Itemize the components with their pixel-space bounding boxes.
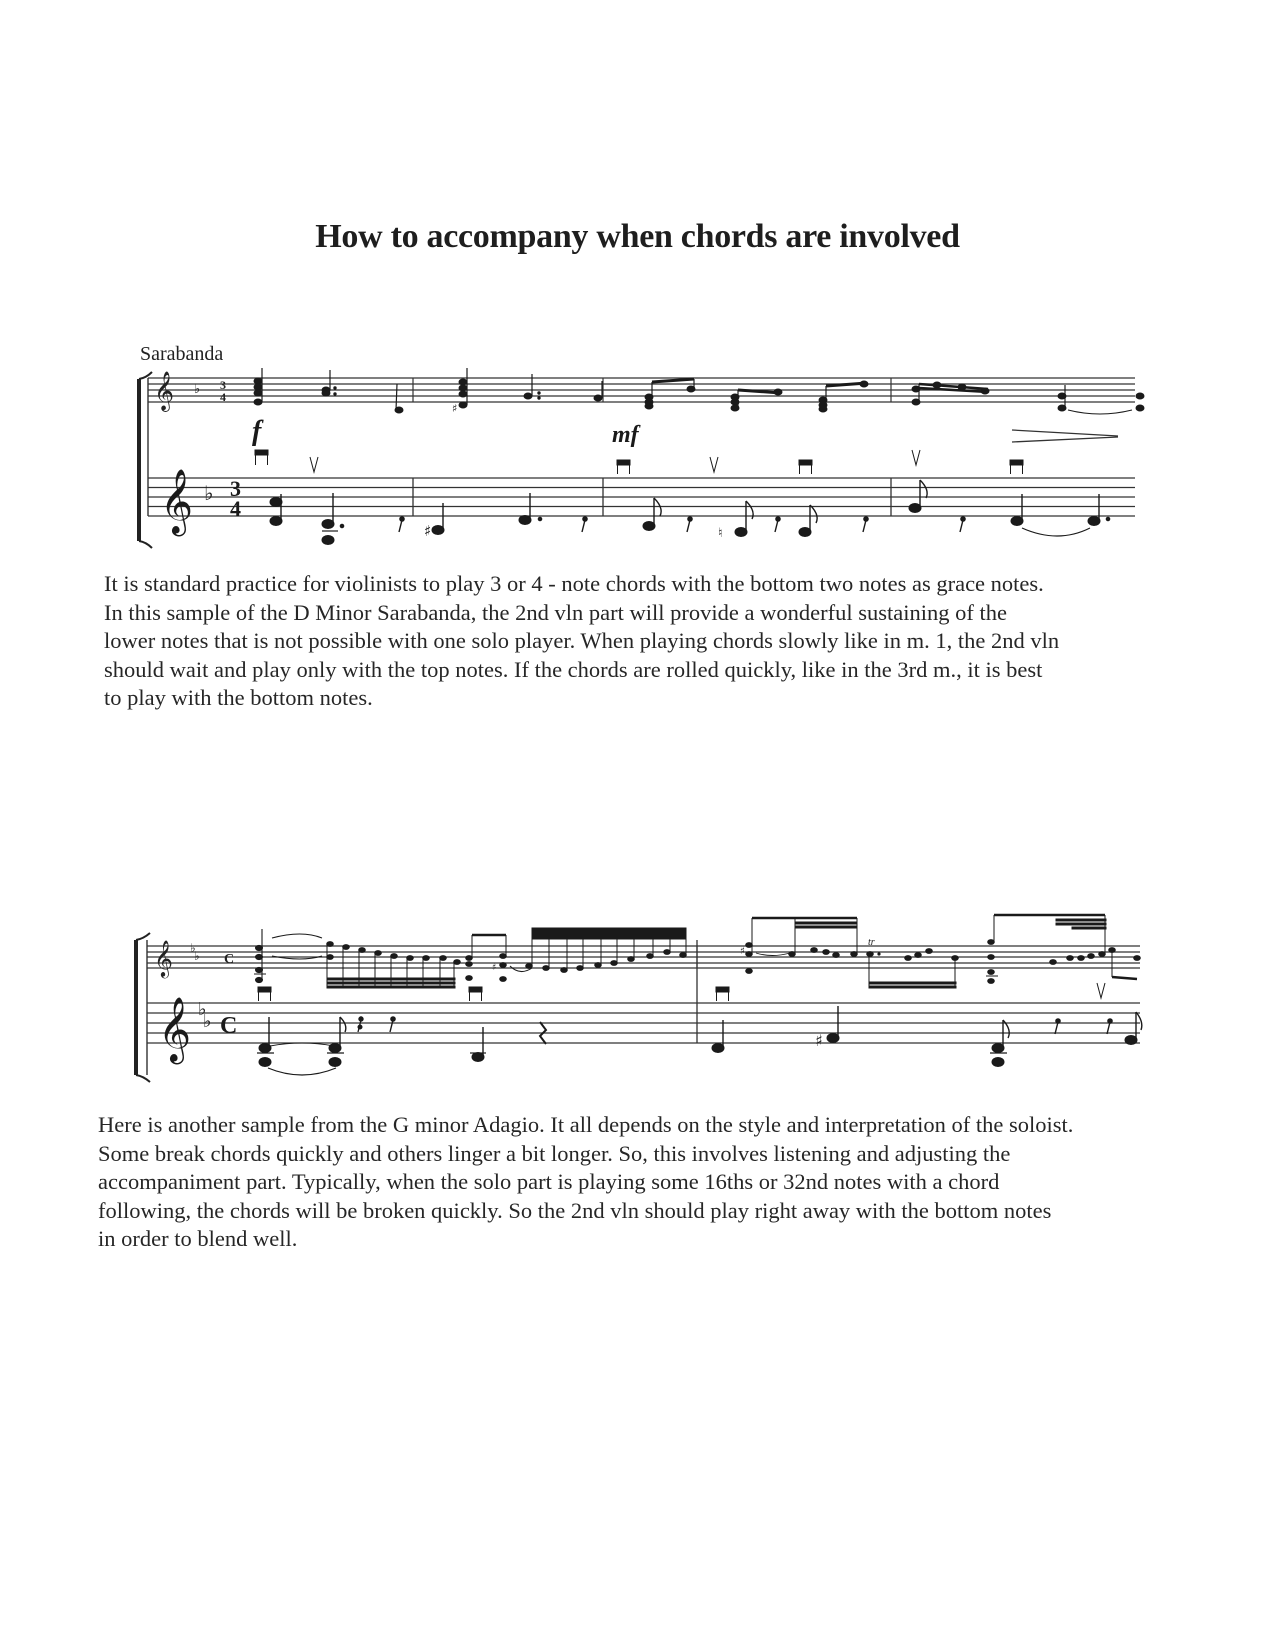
treble-clef-icon: 𝄞 (154, 371, 175, 411)
down-bow-icon (258, 987, 271, 1001)
page-title: How to accompany when chords are involved (315, 218, 960, 255)
sharp-icon: ♯ (815, 1031, 823, 1050)
time-sig-bottom: 4 (220, 390, 226, 404)
paragraph-line: in order to blend well. (98, 1226, 298, 1252)
treble-clef-icon: 𝄞 (158, 997, 192, 1062)
dynamic-forte: f (252, 416, 262, 447)
paragraph-line: should wait and play only with the top notes. If the chords are rolled quickly, like in the 3rd m., it is best (104, 656, 1043, 682)
time-sig-top: 3 (230, 476, 241, 501)
common-time-symbol: C (220, 1013, 238, 1039)
sharp-icon: ♯ (452, 402, 458, 415)
second-violin-notes (257, 1006, 1142, 1075)
flat-icon: ♭ (203, 1011, 212, 1032)
dynamic-mezzo-forte: mf (612, 422, 639, 448)
sharp-icon: ♯ (492, 963, 497, 973)
time-sig-bottom: 4 (230, 496, 241, 521)
paragraph-line: Some break chords quickly and others linger a bit longer. So, this involves listening and adjusting the (98, 1140, 1011, 1166)
paragraph-line: accompaniment part. Typically, when the solo part is playing some 16ths or 32nd notes with a chord (98, 1169, 1000, 1195)
common-time-symbol: C (224, 952, 235, 967)
flat-icon: ♭ (198, 999, 207, 1020)
treble-clef-icon: 𝄞 (160, 469, 194, 534)
sharp-icon: ♯ (740, 946, 745, 957)
flat-icon: ♭ (194, 382, 201, 397)
time-sig-top: 3 (220, 378, 226, 392)
paragraph-line: It is standard practice for violinists to play 3 or 4 - note chords with the bottom two notes as grace notes. (104, 571, 1044, 596)
paragraph-adagio (98, 1111, 1073, 1254)
paragraph-line: In this sample of the D Minor Sarabanda, the 2nd vln part will provide a wonderful sustaining of the (104, 599, 1007, 625)
flat-icon: ♭ (194, 949, 200, 963)
flat-icon: ♭ (190, 941, 196, 955)
flat-icon: ♭ (204, 481, 214, 505)
down-bow-icon (469, 987, 482, 1001)
paragraph-line: to play with the bottom notes. (104, 685, 373, 711)
down-bow-icon (716, 987, 729, 1001)
tempo-label: Sarabanda (140, 343, 224, 365)
paragraph-line: Here is another sample from the G minor Adagio. It all depends on the style and interpretation of the soloist. (98, 1112, 1074, 1137)
natural-icon: ♮ (718, 526, 723, 541)
treble-clef-icon: 𝄞 (154, 939, 173, 977)
paragraph-line: following, the chords will be broken quickly. So the 2nd vln should play right away with the bottom notes (98, 1197, 1052, 1223)
up-bow-icon (1097, 983, 1105, 998)
sharp-icon: ♯ (424, 522, 432, 540)
paragraph-line: lower notes that is not possible with one solo player. When playing chords slowly like in m. 1, the 2nd vln (104, 628, 1060, 654)
trill-ornament: tr (868, 937, 875, 948)
system-bracket (136, 933, 150, 1082)
